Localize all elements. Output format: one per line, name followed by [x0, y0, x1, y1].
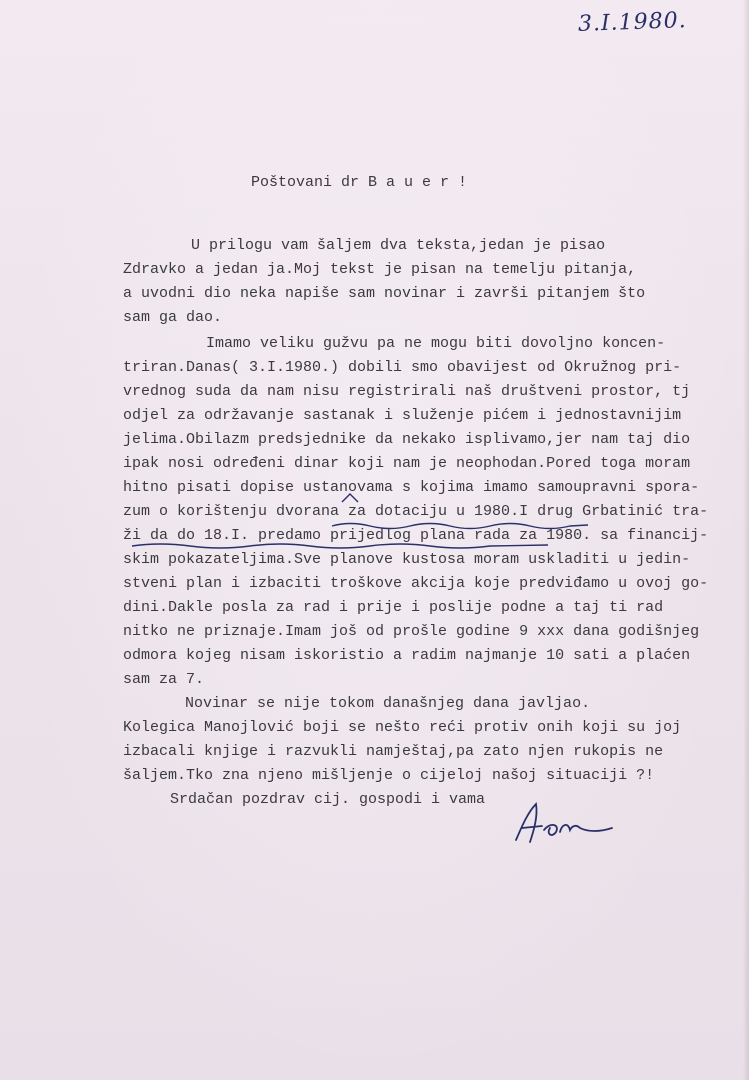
text-line: sam ga dao. — [123, 309, 223, 326]
text-line: ipak nosi određeni dinar koji nam je neophodan.Pored toga moram — [123, 455, 691, 472]
text-line: dini.Dakle posla za rad i prije i poslije podne a taj ti rad — [123, 599, 664, 616]
paper-edge-shadow — [743, 0, 749, 1080]
text-line: sam za 7. — [123, 671, 205, 688]
handwritten-date: 3.I.1980. — [577, 8, 688, 37]
text-line: Novinar se nije tokom današnjeg dana javljao. — [185, 695, 591, 712]
text-line: vrednog suda da nam nisu registrirali naš društveni prostor, tj — [123, 383, 691, 400]
signature — [508, 796, 618, 856]
text-line: ži da do 18.I. predamo prijedlog plana rada za 1980. sa financij- — [123, 527, 709, 544]
salutation: Poštovani dr B a u e r ! — [251, 174, 468, 191]
text-line: izbacali knjige i razvukli namještaj,pa zato njen rukopis ne — [123, 743, 664, 760]
text-line: triran.Danas( 3.I.1980.) dobili smo obavijest od Okružnog pri- — [123, 359, 682, 376]
text-line: Kolegica Manojlović boji se nešto reći protiv onih koji su joj — [123, 719, 682, 736]
text-line: odmora kojeg nisam iskoristio a radim najmanje 10 sati a plaćen — [123, 647, 691, 664]
text-line: Imamo veliku gužvu pa ne mogu biti dovoljno koncen- — [206, 335, 666, 352]
pen-caret-mark — [340, 492, 360, 504]
text-line: nitko ne priznaje.Imam još od prošle godine 9 xxx dana godišnjeg — [123, 623, 700, 640]
text-line: šaljem.Tko zna njeno mišljenje o cijeloj našoj situaciji ?! — [123, 767, 655, 784]
text-line: hitno pisati dopise ustanovama s kojima imamo samoupravni spora- — [123, 479, 700, 496]
pen-underline-mark — [330, 520, 590, 530]
text-line: odjel za održavanje sastanak i služenje pićem i jednostavnijim — [123, 407, 682, 424]
text-line: skim pokazateljima.Sve planove kustosa moram uskladiti u jedin- — [123, 551, 691, 568]
text-line: jelima.Obilazm predsjednike da nekako isplivamo,jer nam taj dio — [123, 431, 691, 448]
text-line: zum o korištenju dvorana za dotaciju u 1980.I drug Grbatinić tra- — [123, 503, 709, 520]
text-line: a uvodni dio neka napiše sam novinar i završi pitanjem što — [123, 285, 646, 302]
pen-underline-mark — [130, 540, 550, 552]
text-line: Srdačan pozdrav cij. gospodi i vama — [170, 791, 486, 808]
text-line: U prilogu vam šaljem dva teksta,jedan je pisao — [191, 237, 606, 254]
text-line: stveni plan i izbaciti troškove akcija koje predviđamo u ovoj go- — [123, 575, 709, 592]
text-line: Zdravko a jedan ja.Moj tekst je pisan na temelju pitanja, — [123, 261, 637, 278]
